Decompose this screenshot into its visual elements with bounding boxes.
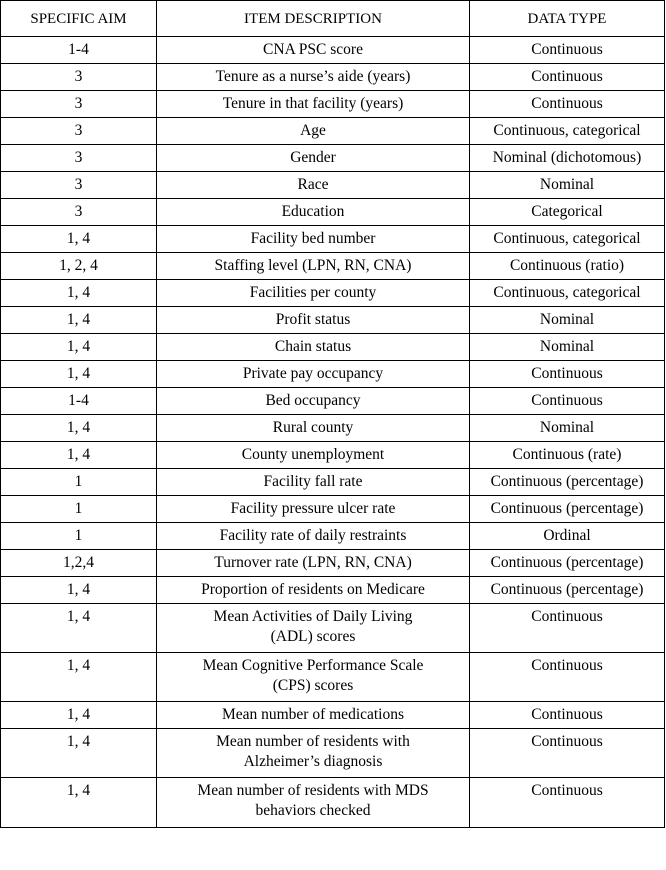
description-line-1: Mean Cognitive Performance Scale [202, 657, 424, 674]
cell-data-type: Continuous, categorical [470, 280, 665, 307]
table-row [1, 653, 665, 702]
cell-specific-aim: 1-4 [1, 388, 157, 415]
table-row [1, 388, 665, 415]
cell-data-type: Continuous [470, 91, 665, 118]
cell-item-description: Education [157, 199, 470, 226]
cell-data-type: Continuous (percentage) [470, 469, 665, 496]
cell-data-type: Continuous (percentage) [470, 577, 665, 604]
cell-data-type: Continuous [470, 361, 665, 388]
cell-item-description: Private pay occupancy [157, 361, 470, 388]
cell-specific-aim: 1-4 [1, 37, 157, 64]
cell-data-type: Nominal [470, 307, 665, 334]
table-row [1, 469, 665, 496]
cell-specific-aim: 1,2,4 [1, 550, 157, 577]
cell-item-description: Tenure in that facility (years) [157, 91, 470, 118]
cell-item-description: Bed occupancy [157, 388, 470, 415]
cell-item-description: County unemployment [157, 442, 470, 469]
cell-data-type: Nominal [470, 415, 665, 442]
cell-data-type: Continuous [470, 37, 665, 64]
cell-data-type: Nominal [470, 334, 665, 361]
table-body [1, 37, 665, 828]
cell-item-description: Mean number of medications [157, 702, 470, 729]
cell-specific-aim: 1, 4 [1, 442, 157, 469]
cell-data-type: Continuous [470, 778, 665, 828]
cell-specific-aim: 3 [1, 172, 157, 199]
table-row [1, 280, 665, 307]
header-data-type: DATA TYPE [470, 1, 665, 37]
cell-specific-aim: 3 [1, 64, 157, 91]
cell-item-description: Facility fall rate [157, 469, 470, 496]
cell-item-description: Proportion of residents on Medicare [157, 577, 470, 604]
description-line-2: (CPS) scores [272, 677, 354, 694]
table-row [1, 361, 665, 388]
table-row [1, 91, 665, 118]
cell-data-type: Continuous [470, 653, 665, 702]
header-specific-aim: SPECIFIC AIM [1, 1, 157, 37]
cell-data-type: Continuous (rate) [470, 442, 665, 469]
table-row [1, 172, 665, 199]
cell-specific-aim: 3 [1, 91, 157, 118]
cell-item-description: CNA PSC score [157, 37, 470, 64]
table-row [1, 496, 665, 523]
table-row [1, 253, 665, 280]
header-row [1, 1, 665, 37]
cell-specific-aim: 1, 4 [1, 280, 157, 307]
cell-item-description: Race [157, 172, 470, 199]
cell-specific-aim: 1, 4 [1, 361, 157, 388]
cell-item-description [157, 729, 470, 778]
cell-specific-aim: 1, 4 [1, 415, 157, 442]
cell-specific-aim: 1, 4 [1, 702, 157, 729]
table-row [1, 604, 665, 653]
table-row [1, 307, 665, 334]
cell-specific-aim: 3 [1, 145, 157, 172]
table-row [1, 778, 665, 828]
cell-data-type: Nominal (dichotomous) [470, 145, 665, 172]
cell-specific-aim: 1, 4 [1, 604, 157, 653]
cell-data-type: Continuous [470, 729, 665, 778]
cell-specific-aim: 1 [1, 496, 157, 523]
table-row [1, 415, 665, 442]
cell-item-description: Gender [157, 145, 470, 172]
description-line-1: Mean Activities of Daily Living [213, 608, 413, 625]
cell-data-type: Continuous (percentage) [470, 496, 665, 523]
cell-item-description: Profit status [157, 307, 470, 334]
table-row [1, 199, 665, 226]
cell-data-type: Continuous (ratio) [470, 253, 665, 280]
table-row [1, 226, 665, 253]
cell-specific-aim: 1, 4 [1, 577, 157, 604]
header-item-description: ITEM DESCRIPTION [157, 1, 470, 37]
cell-item-description [157, 653, 470, 702]
cell-data-type: Ordinal [470, 523, 665, 550]
description-line-2: behaviors checked [255, 802, 371, 819]
cell-data-type: Nominal [470, 172, 665, 199]
description-line-1: Mean number of residents with [216, 733, 410, 750]
table-row [1, 702, 665, 729]
cell-specific-aim: 1 [1, 469, 157, 496]
cell-data-type: Continuous (percentage) [470, 550, 665, 577]
table-row [1, 523, 665, 550]
table-row [1, 442, 665, 469]
table-row [1, 577, 665, 604]
cell-item-description: Facility pressure ulcer rate [157, 496, 470, 523]
cell-specific-aim: 1, 4 [1, 307, 157, 334]
table-row [1, 334, 665, 361]
cell-data-type: Continuous, categorical [470, 118, 665, 145]
table-row [1, 37, 665, 64]
cell-item-description: Age [157, 118, 470, 145]
cell-item-description: Turnover rate (LPN, RN, CNA) [157, 550, 470, 577]
cell-data-type: Continuous [470, 64, 665, 91]
description-line-2: Alzheimer’s diagnosis [243, 753, 383, 770]
cell-specific-aim: 3 [1, 118, 157, 145]
cell-item-description: Tenure as a nurse’s aide (years) [157, 64, 470, 91]
table-row [1, 550, 665, 577]
cell-specific-aim: 1, 4 [1, 653, 157, 702]
cell-item-description [157, 778, 470, 828]
cell-data-type: Continuous [470, 388, 665, 415]
cell-item-description: Facilities per county [157, 280, 470, 307]
cell-item-description: Staffing level (LPN, RN, CNA) [157, 253, 470, 280]
cell-item-description [157, 604, 470, 653]
cell-specific-aim: 3 [1, 199, 157, 226]
table-row [1, 118, 665, 145]
cell-specific-aim: 1, 4 [1, 226, 157, 253]
cell-data-type: Continuous, categorical [470, 226, 665, 253]
cell-item-description: Facility bed number [157, 226, 470, 253]
table-row [1, 64, 665, 91]
table-row [1, 729, 665, 778]
cell-specific-aim: 1, 4 [1, 729, 157, 778]
table-row [1, 145, 665, 172]
cell-data-type: Continuous [470, 604, 665, 653]
cell-item-description: Chain status [157, 334, 470, 361]
cell-specific-aim: 1, 2, 4 [1, 253, 157, 280]
cell-data-type: Categorical [470, 199, 665, 226]
cell-specific-aim: 1, 4 [1, 778, 157, 828]
cell-data-type: Continuous [470, 702, 665, 729]
description-line-2: (ADL) scores [270, 628, 356, 645]
cell-item-description: Rural county [157, 415, 470, 442]
cell-specific-aim: 1 [1, 523, 157, 550]
cell-item-description: Facility rate of daily restraints [157, 523, 470, 550]
description-line-1: Mean number of residents with MDS [197, 782, 429, 799]
cell-specific-aim: 1, 4 [1, 334, 157, 361]
